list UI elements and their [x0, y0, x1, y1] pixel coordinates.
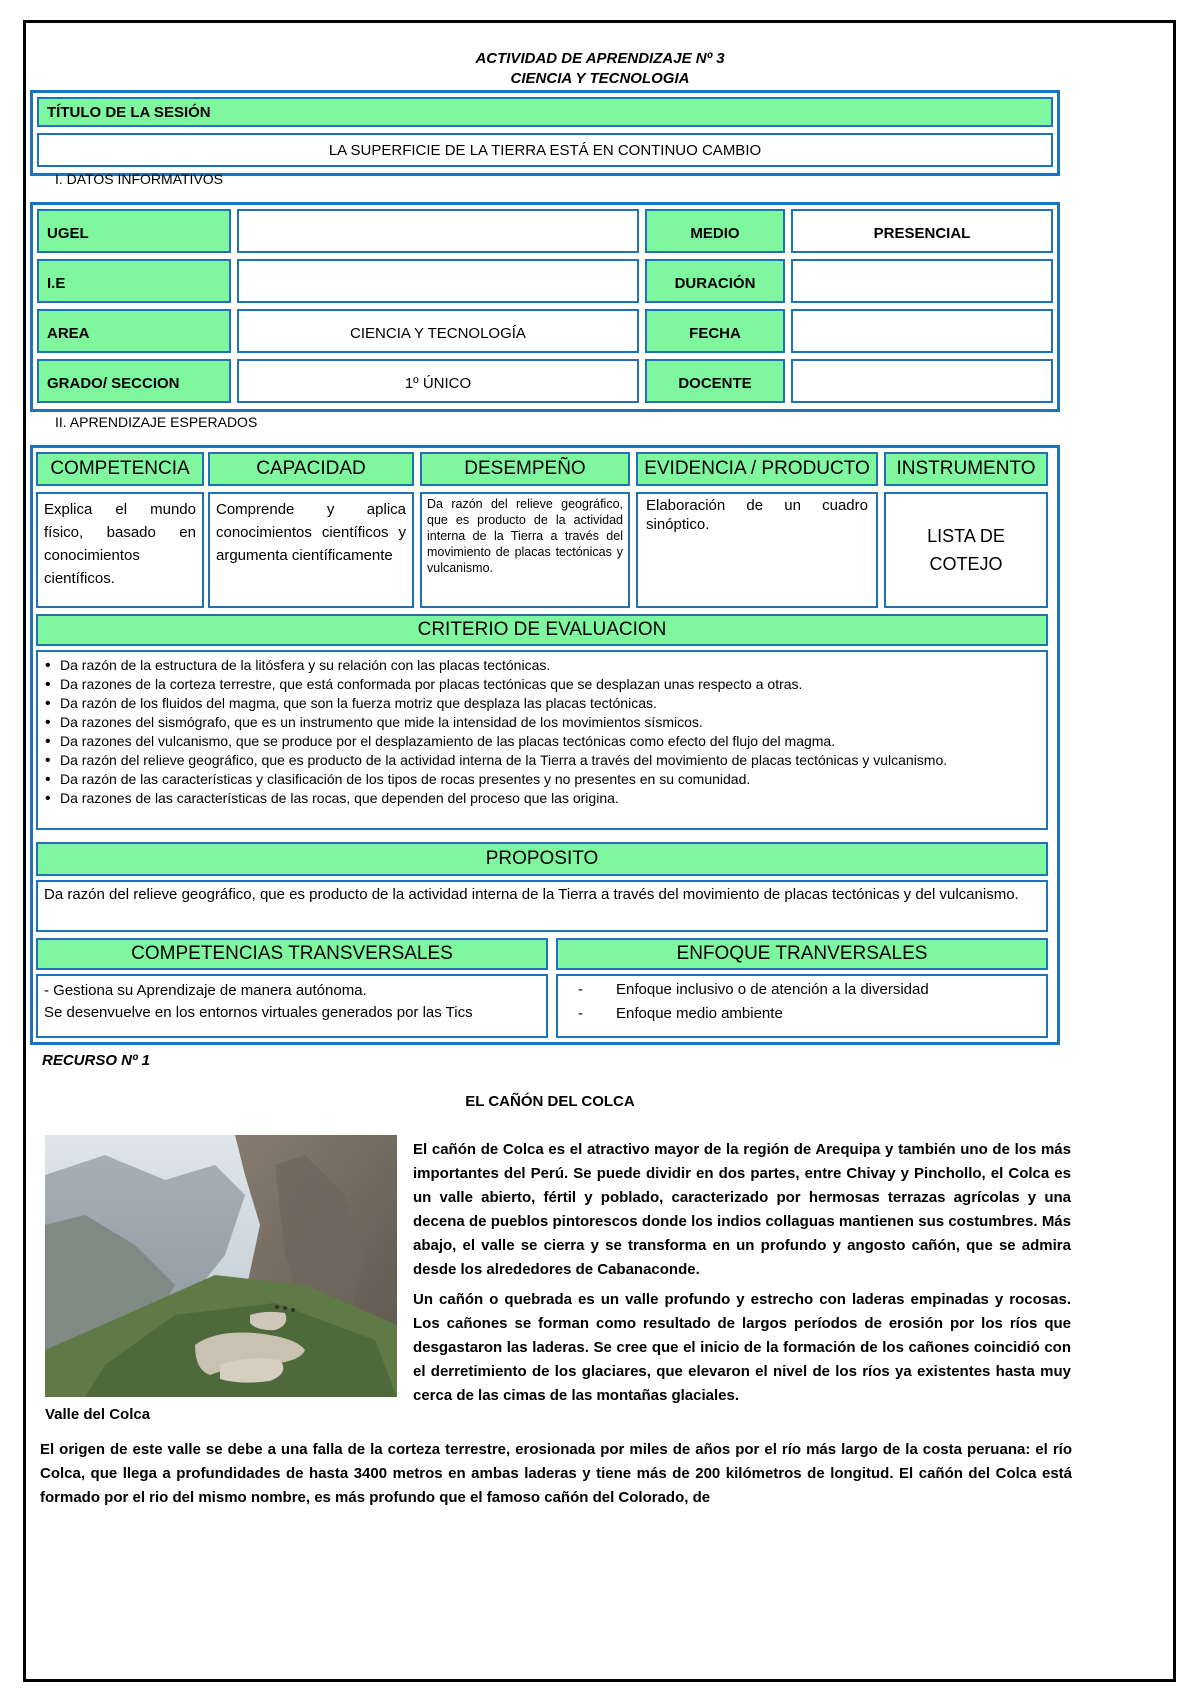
session-box [30, 90, 1060, 176]
enfoque-transversales-cell [556, 974, 1048, 1038]
enfoque-text-1: Enfoque inclusivo o de atención a la diversidad [616, 981, 929, 998]
grado-label: GRADO/ SECCION [47, 375, 180, 392]
fecha-label-cell [645, 309, 785, 353]
photo-caption: Valle del Colca [45, 1406, 151, 1423]
header-evidencia: EVIDENCIA / PRODUCTO [636, 452, 878, 486]
section-datos: I. DATOS INFORMATIVOS [55, 171, 224, 187]
ugel-label: UGEL [47, 225, 89, 242]
proposito-title: PROPOSITO [36, 842, 1048, 876]
paragraph-3: El origen de este valle se debe a una falla de la corteza terrestre, erosionada por miles de años por el río más largo de la costa peruana: el río Colca, que llega a profundidades de hasta 3400 metros en ambas laderas y tiene más de 200 kilómetros de longitud. El cañón del Colca está formado por el rio del mismo nombre, es más profundo que el famoso cañón del Colorado, de [40, 1441, 1072, 1506]
medio-value-cell [791, 209, 1053, 253]
criterio-item: • Da razones de la corteza terrestre, que está conformada por placas tectónicas que se desplazan unas respecto a otras. [42, 675, 1042, 694]
criterio-item: • Da razón de la estructura de la litósfera y su relación con las placas tectónicas. [42, 656, 1042, 675]
enfoque-text-2: Enfoque medio ambiente [616, 1005, 783, 1022]
competencias-transversales-cell [36, 974, 548, 1038]
grado-value-cell [237, 359, 639, 403]
criterio-item: • Da razón de los fluidos del magma, que son la fuerza motriz que desplaza las placas tectónicas. [42, 694, 1042, 713]
fecha-label: FECHA [689, 325, 741, 342]
enfoque-dash-1: - [578, 981, 583, 998]
ie-label-cell [37, 259, 231, 303]
medio-label-cell [645, 209, 785, 253]
docente-value-cell [791, 359, 1053, 403]
criterio-item: • Da razón de las características y clasificación de los tipos de rocas presentes y no presentes en su comunidad. [42, 770, 1042, 789]
recurso-title: EL CAÑÓN DEL COLCA [465, 1093, 635, 1110]
ugel-value-cell [237, 209, 639, 253]
reading-full-width [40, 1438, 1072, 1510]
paragraph-1: El cañón de Colca es el atractivo mayor de la región de Arequipa y también uno de los más importantes del Perú. Se puede dividir en dos partes, entre Chivay y Pinchollo, el Colca es un valle abierto, fértil y poblado, caracterizado por hermosas terrazas agrícolas y una decena de pueblos pintorescos donde los indios collaguas mantienen sus costumbres. Más abajo, el valle se cierra y se transforma en un profundo y angosto cañón, que se admira desde los alrededores de Cabanaconde. [413, 1141, 1071, 1278]
recurso-label: RECURSO Nº 1 [42, 1052, 150, 1069]
colca-valley-image [45, 1135, 397, 1397]
medio-value: PRESENCIAL [873, 225, 971, 242]
criterio-item: • Da razones del vulcanismo, que se produce por el desplazamiento de las placas tectónicas como efecto del flujo del magma. [42, 732, 1042, 751]
header-competencia: COMPETENCIA [36, 452, 204, 486]
area-label: AREA [47, 325, 90, 342]
enfoque-transversales-title: ENFOQUE TRANVERSALES [556, 938, 1048, 970]
criterio-item: • Da razones del sismógrafo, que es un instrumento que mide la intensidad de los movimientos sísmicos. [42, 713, 1042, 732]
enfoque-item-2 [578, 1002, 1026, 1026]
docente-label: DOCENTE [678, 375, 752, 392]
grado-value: 1º ÚNICO [404, 375, 472, 392]
medio-label: MEDIO [690, 225, 740, 242]
competencia-transversal-1: - Gestiona su Aprendizaje de manera autónoma. [44, 982, 367, 999]
session-title-value-cell [37, 133, 1053, 167]
header-instrumento: INSTRUMENTO [884, 452, 1048, 486]
competencia-transversal-2: Se desenvuelve en los entornos virtuales generados por las Tics [44, 1004, 473, 1021]
activity-title: ACTIVIDAD DE APRENDIZAJE Nº 3 [475, 50, 725, 67]
criterio-list-cell [36, 650, 1048, 830]
criterio-item: • Da razón del relieve geográfico, que es producto de la actividad interna de la Tierra a través del movimiento de placas tectónicas y vulcanismo. [42, 751, 1042, 770]
grado-label-cell [37, 359, 231, 403]
duracion-value-cell [791, 259, 1053, 303]
criterio-item: • Da razones de las características de las rocas, que dependen del proceso que las origina. [42, 789, 1042, 808]
duracion-label-cell [645, 259, 785, 303]
header-desempeno: DESEMPEÑO [420, 452, 630, 486]
reading-right-column [413, 1138, 1071, 1408]
competencia-cell: Explica el mundo físico, basado en conocimientos científicos. [36, 492, 204, 608]
proposito-text: Da razón del relieve geográfico, que es producto de la actividad interna de la Tierra a través del movimiento de placas tectónicas y del vulcanismo. [36, 880, 1048, 932]
ugel-label-cell [37, 209, 231, 253]
session-title-value: LA SUPERFICIE DE LA TIERRA ESTÁ EN CONTINUO CAMBIO [328, 141, 762, 159]
ie-value-cell [237, 259, 639, 303]
colca-valley-photo [45, 1135, 397, 1397]
capacidad-cell: Comprende y aplica conocimientos científicos y argumenta científicamente [208, 492, 414, 608]
enfoque-item-1 [578, 978, 1026, 1002]
area-value-cell [237, 309, 639, 353]
paragraph-2: Un cañón o quebrada es un valle profundo y estrecho con laderas empinadas y rocosas. Los cañones se forman como resultado de largos períodos de erosión por los ríos que desgastaron las laderas. Se cree que el inicio de la formación de los cañones coincidió con el derretimiento de los glaciares, que elevaron el nivel de los ríos ya existentes hasta muy cerca de las cimas de las montañas glaciales. [413, 1291, 1071, 1404]
header-capacidad: CAPACIDAD [208, 452, 414, 486]
instrumento-cell [884, 492, 1048, 608]
desempeno-cell: Da razón del relieve geográfico, que es producto de la actividad interna de la Tierra a través del movimiento de placas tectónicas y vulcanismo. [420, 492, 630, 608]
docente-label-cell [645, 359, 785, 403]
fecha-value-cell [791, 309, 1053, 353]
duracion-label: DURACIÓN [674, 275, 756, 292]
evidencia-cell: Elaboración de un cuadro sinóptico. [636, 492, 878, 608]
criterio-title: CRITERIO DE EVALUACION [36, 614, 1048, 646]
ie-label: I.E [47, 275, 66, 292]
competencias-transversales-title: COMPETENCIAS TRANSVERSALES [36, 938, 548, 970]
activity-subject: CIENCIA Y TECNOLOGIA [510, 70, 690, 87]
area-value: CIENCIA Y TECNOLOGÍA [350, 325, 526, 342]
section-aprendizajes: II. APRENDIZAJE ESPERADOS [55, 414, 258, 430]
enfoque-dash-2: - [578, 1005, 583, 1022]
datos-box [30, 202, 1060, 412]
instrumento-line1: LISTA DE [927, 526, 1005, 546]
area-label-cell [37, 309, 231, 353]
session-title-label: TÍTULO DE LA SESIÓN [47, 104, 211, 121]
session-title-label-cell [37, 97, 1053, 127]
criterio-list [42, 656, 1042, 808]
instrumento-line2: COTEJO [929, 554, 1003, 574]
